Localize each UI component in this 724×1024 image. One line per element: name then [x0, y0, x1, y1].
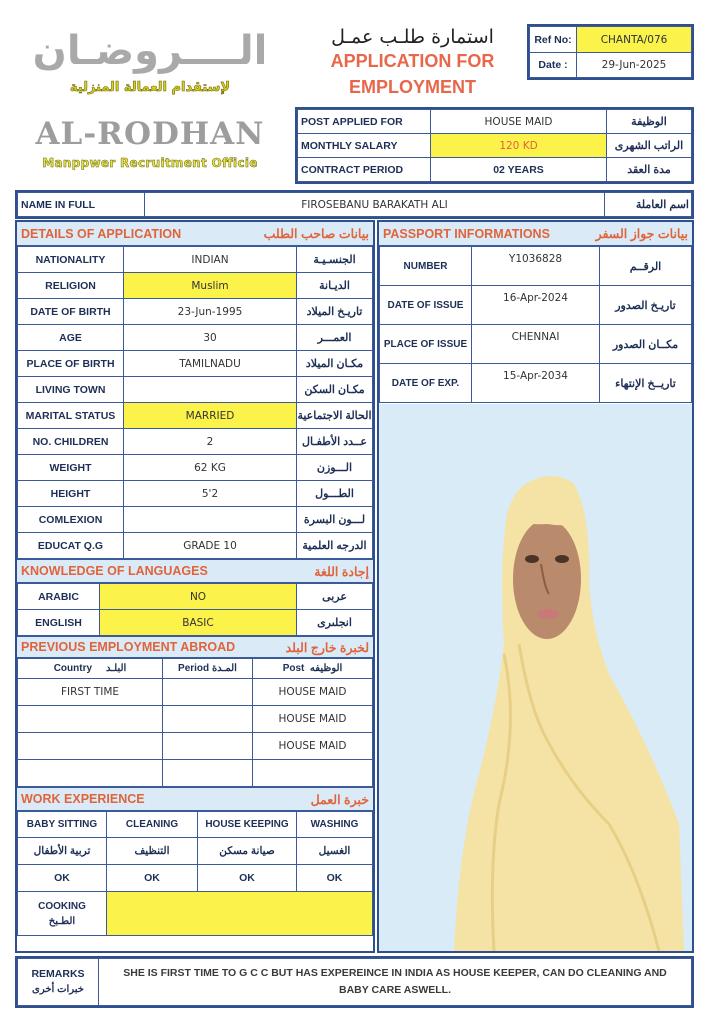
- salary-row: [298, 134, 692, 158]
- details-row-label: HEIGHT: [18, 481, 124, 507]
- cooking-label-en: COOKING: [38, 900, 86, 912]
- details-row-arabic: الدرجه العلمية: [297, 533, 373, 559]
- post-header-en: Post: [282, 663, 305, 674]
- details-row-value: 30: [124, 325, 297, 351]
- details-row-value: [124, 377, 297, 403]
- details-row-label: PLACE OF BIRTH: [18, 351, 124, 377]
- work-skill-label: BABY SITTING: [18, 812, 107, 838]
- previous-country-cell: [18, 706, 163, 733]
- country-header: [18, 659, 163, 679]
- details-row-arabic: العمـــر: [297, 325, 373, 351]
- logo-english-name: AL-RODHAN: [35, 116, 265, 152]
- work-skill-arabic-row: [18, 838, 373, 865]
- details-row-arabic: مكـان الميلاد: [297, 351, 373, 377]
- details-row-arabic: الحالة الاجتماعية: [297, 403, 373, 429]
- form-title-english-line1: APPLICATION FOR: [330, 51, 495, 71]
- passport-row-value: 16-Apr-2024: [472, 286, 600, 325]
- details-title: DETAILS OF APPLICATION: [21, 226, 182, 241]
- contract-value: 02 YEARS: [431, 158, 607, 182]
- previous-post-cell: HOUSE MAID: [253, 706, 373, 733]
- logo-arabic-name: الــــروضـان: [32, 28, 268, 74]
- details-row-label: WEIGHT: [18, 455, 124, 481]
- details-row: [18, 273, 373, 299]
- passport-row: [380, 286, 692, 325]
- company-logo: [20, 28, 280, 178]
- passport-row-arabic: الرقــم: [600, 247, 692, 286]
- language-row: [18, 584, 373, 610]
- passport-section-header: [379, 222, 692, 246]
- work-skill-labels-row: [18, 812, 373, 838]
- previous-country-cell: [18, 733, 163, 760]
- language-row-value: BASIC: [100, 610, 297, 636]
- details-row-label: EDUCAT Q.G: [18, 533, 124, 559]
- cooking-value: [107, 892, 373, 936]
- work-skill-label: WASHING: [297, 812, 373, 838]
- details-row: [18, 377, 373, 403]
- previous-employment-row: [18, 760, 373, 787]
- details-row: [18, 533, 373, 559]
- details-row-label: COMLEXION: [18, 507, 124, 533]
- salary-label: MONTHLY SALARY: [298, 134, 431, 158]
- work-skill-arabic: الغسيل: [297, 838, 373, 865]
- details-row: [18, 325, 373, 351]
- work-skill-arabic: التنظيف: [107, 838, 198, 865]
- work-table: [17, 811, 373, 936]
- details-row-label: DATE OF BIRTH: [18, 299, 124, 325]
- details-row-value: MARRIED: [124, 403, 297, 429]
- details-row-arabic: الجنسـيـة: [297, 247, 373, 273]
- previous-post-cell: HOUSE MAID: [253, 733, 373, 760]
- passport-title-arabic: بيانات جواز السفر: [595, 227, 688, 241]
- details-row-value: 2: [124, 429, 297, 455]
- logo-arabic-subtitle: لإستقدام العمالة المنزلية: [69, 80, 231, 95]
- name-arabic: اسم العاملة: [605, 193, 692, 217]
- previous-section-header: [17, 636, 373, 658]
- right-column: [377, 220, 694, 953]
- ref-value: CHANTA/076: [577, 27, 692, 53]
- details-row-value: 5'2: [124, 481, 297, 507]
- details-row-label: RELIGION: [18, 273, 124, 299]
- passport-row-value: Y1036828: [472, 247, 600, 286]
- languages-table: [17, 583, 373, 636]
- passport-row-label: DATE OF ISSUE: [380, 286, 472, 325]
- work-skill-label: HOUSE KEEPING: [198, 812, 297, 838]
- remarks-label: [18, 959, 99, 1006]
- country-header-en: Country: [53, 663, 93, 674]
- work-skill-label: CLEANING: [107, 812, 198, 838]
- details-title-arabic: بيانات صاحب الطلب: [263, 227, 369, 241]
- details-row-label: NATIONALITY: [18, 247, 124, 273]
- logo-english-subtitle: Manppwer Recruitment Officie: [42, 156, 258, 170]
- passport-row: [380, 247, 692, 286]
- details-row-arabic: مكـان السكن: [297, 377, 373, 403]
- previous-period-cell: [163, 706, 253, 733]
- post-row: [298, 110, 692, 134]
- work-skill-arabic: تربية الأطفال: [18, 838, 107, 865]
- contract-label: CONTRACT PERIOD: [298, 158, 431, 182]
- name-value: FIROSEBANU BARAKATH ALI: [145, 193, 605, 217]
- post-applied-value: HOUSE MAID: [431, 110, 607, 134]
- passport-row-arabic: مكــان الصدور: [600, 325, 692, 364]
- name-label: NAME IN FULL: [18, 193, 145, 217]
- language-row-arabic: عربى: [297, 584, 373, 610]
- languages-title-arabic: إجادة اللغة: [314, 564, 369, 579]
- details-row-arabic: تاريـخ الميلاد: [297, 299, 373, 325]
- passport-row-label: NUMBER: [380, 247, 472, 286]
- post-header: [253, 659, 373, 679]
- passport-table: [379, 246, 692, 403]
- previous-period-cell: [163, 679, 253, 706]
- details-row-value: 62 KG: [124, 455, 297, 481]
- work-skill-value: OK: [18, 865, 107, 892]
- salary-arabic: الراتب الشهرى: [607, 134, 692, 158]
- post-box: [295, 107, 694, 184]
- ref-label: Ref No:: [530, 27, 577, 53]
- form-title-english-line2: EMPLOYMENT: [348, 77, 476, 97]
- passport-row-arabic: تاريــخ الإنتهاء: [600, 364, 692, 403]
- details-row: [18, 403, 373, 429]
- details-row-arabic: الديـانة: [297, 273, 373, 299]
- period-header-ar: المـدة: [211, 663, 237, 674]
- details-row-label: AGE: [18, 325, 124, 351]
- cooking-label-ar: الطـبخ: [48, 915, 76, 927]
- details-row-value: GRADE 10: [124, 533, 297, 559]
- work-section-header: [17, 787, 373, 811]
- previous-post-cell: [253, 760, 373, 787]
- applicant-portrait-image: [379, 404, 692, 951]
- passport-row: [380, 364, 692, 403]
- post-applied-label: POST APPLIED FOR: [298, 110, 431, 134]
- remarks-label-en: REMARKS: [31, 968, 85, 980]
- contract-arabic: مدة العقد: [607, 158, 692, 182]
- date-value: 29-Jun-2025: [577, 53, 692, 78]
- work-skill-arabic: صيانة مسكن: [198, 838, 297, 865]
- country-header-ar: البلـد: [105, 663, 127, 674]
- details-row: [18, 351, 373, 377]
- details-row-label: LIVING TOWN: [18, 377, 124, 403]
- remarks-box: [15, 956, 694, 1008]
- work-title: WORK EXPERIENCE: [21, 792, 145, 806]
- post-applied-arabic: الوظيفة: [607, 110, 692, 134]
- details-row-label: NO. CHILDREN: [18, 429, 124, 455]
- reference-box: [527, 24, 694, 80]
- passport-row-value: 15-Apr-2034: [472, 364, 600, 403]
- work-skill-value: OK: [198, 865, 297, 892]
- languages-section-header: [17, 559, 373, 583]
- language-row-label: ARABIC: [18, 584, 100, 610]
- details-row: [18, 455, 373, 481]
- language-row-arabic: انجلىرى: [297, 610, 373, 636]
- previous-period-cell: [163, 760, 253, 787]
- details-section-header: [17, 222, 373, 246]
- contract-row: [298, 158, 692, 182]
- details-row-arabic: الـــوزن: [297, 455, 373, 481]
- work-title-arabic: خبرة العمل: [310, 792, 369, 807]
- passport-row-value: CHENNAI: [472, 325, 600, 364]
- remarks-label-ar: خبرات أخرى: [32, 984, 84, 995]
- language-row-label: ENGLISH: [18, 610, 100, 636]
- details-row-value: 23-Jun-1995: [124, 299, 297, 325]
- details-row-label: MARITAL STATUS: [18, 403, 124, 429]
- previous-header-row: [18, 659, 373, 679]
- work-skill-value: OK: [297, 865, 373, 892]
- details-row: [18, 507, 373, 533]
- details-row-arabic: لـــون البسرة: [297, 507, 373, 533]
- details-table: [17, 246, 373, 559]
- period-header-en: Period: [178, 663, 210, 674]
- previous-period-cell: [163, 733, 253, 760]
- languages-title: KNOWLEDGE OF LANGUAGES: [21, 564, 208, 578]
- details-row-value: [124, 507, 297, 533]
- details-row-value: TAMILNADU: [124, 351, 297, 377]
- previous-post-cell: HOUSE MAID: [253, 679, 373, 706]
- form-title-arabic: استمارة طلـب عمـل: [331, 26, 494, 48]
- cooking-label: [18, 892, 107, 936]
- details-row: [18, 299, 373, 325]
- previous-employment-row: [18, 706, 373, 733]
- passport-title: PASSPORT INFORMATIONS: [383, 226, 550, 241]
- passport-row: [380, 325, 692, 364]
- name-box: [15, 190, 694, 219]
- date-label: Date :: [530, 53, 577, 78]
- work-skill-value: OK: [107, 865, 198, 892]
- language-row-value: NO: [100, 584, 297, 610]
- period-header: [163, 659, 253, 679]
- language-row: [18, 610, 373, 636]
- previous-title: PREVIOUS EMPLOYMENT ABROAD: [21, 640, 236, 654]
- passport-row-label: PLACE OF ISSUE: [380, 325, 472, 364]
- applicant-photo: [379, 404, 692, 951]
- details-row-arabic: عــدد الأطفـال: [297, 429, 373, 455]
- details-row-value: Muslim: [124, 273, 297, 299]
- previous-employment-row: [18, 733, 373, 760]
- salary-value: 120 KD: [431, 134, 607, 158]
- details-row: [18, 481, 373, 507]
- details-row-arabic: الطـــول: [297, 481, 373, 507]
- details-row: [18, 247, 373, 273]
- remarks-text: SHE IS FIRST TIME TO G C C BUT HAS EXPEREINCE IN INDIA AS HOUSE KEEPER, CAN DO CLEANING AND BABY CARE ASWELL.: [99, 959, 692, 1006]
- post-header-ar: الوظيفه: [309, 663, 343, 674]
- form-title: [300, 26, 525, 100]
- previous-country-cell: [18, 760, 163, 787]
- passport-row-arabic: تاريـخ الصدور: [600, 286, 692, 325]
- previous-title-arabic: لخبرة خارج البلد: [285, 640, 369, 655]
- details-row-value: INDIAN: [124, 247, 297, 273]
- passport-row-label: DATE OF EXP.: [380, 364, 472, 403]
- previous-employment-row: [18, 679, 373, 706]
- work-skill-values-row: [18, 865, 373, 892]
- previous-table: [17, 658, 373, 787]
- previous-country-cell: FIRST TIME: [18, 679, 163, 706]
- left-column: [15, 220, 375, 953]
- details-row: [18, 429, 373, 455]
